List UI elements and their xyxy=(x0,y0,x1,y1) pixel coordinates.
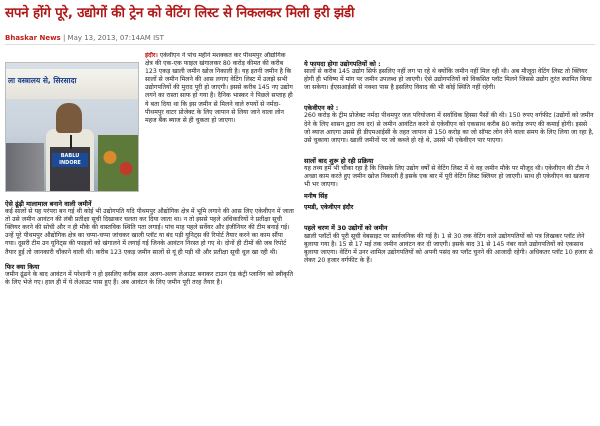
subheading-akvn: एकेवीएन को : xyxy=(304,104,339,113)
header-divider xyxy=(5,44,595,45)
article-byline xyxy=(5,34,164,42)
photo-audience xyxy=(6,143,44,191)
paragraph-what-done: जमीन ढूंढने के बाद आवंटन में परेशानी न हो इसलिए करीब साल अलग-अलग लेआउट बनाकर टाउन एंड कंट्री प्लानिंग को स्वीकृति के लिए भेजे गए। हाल ही में ये लेआउट पास हुए हैं। अब आवंटन के लिए जमीन पूरी तरह तैयार है। xyxy=(5,270,294,286)
subheading-first-phase: पहले चरण में 30 उद्योगों को जमीन xyxy=(304,224,388,233)
lead-text: एकेवीएन ने पांच महीने मशक्कत कर पीथमपुर औद्योगिक क्षेत्र की एक-एक फाइल खंगालकर 80 करोड़ कीमत की करीब 123 एकड़ खाली जमीन खोज निकाली है। यह इतनी जमीन है कि सालों से जमीन मिलने की आस लगाए वेटिंग लिस्ट में उलझे सभी उद्योगपतियों की मुराद पूरी हो जाएगी। इससे करीब 145 नए उद्योग लगने का रास्ता साफ हो गया है। दैनिक भास्कर ने पिछले सप्ताह ही ये बता दिया था कि इस जमीन से मिलने वाले रुपयों से नर्मदा-पीथमपुर वाटर प्रोजेक्ट के लिए जापान से लिया जाने वाला लोन महज बैंक ब्याज से ही चुकता हो जाएगा। xyxy=(145,52,293,124)
photo-flowers xyxy=(98,135,138,191)
photo-speaker-head xyxy=(56,103,82,133)
dateline: इंदौर। xyxy=(145,52,158,59)
paragraph-how-found: कई सालों से यह परंपरा बन गई थी कोई भी उद्योगपति यदि पीथमपुर औद्योगिक क्षेत्र में भूमि लगाने की आस लिए एकेवीएन में जाता तो उसे जमीन आवंटन की लंबी प्रतीक्षा सूची दिखाकर चलता कर दिया जाता था। न तो इससे पहले अधिकारियों ने प्रतीक्षा सूची क्लियर करने की सोची और न ही मौके की वास्तविक स्थिति पता लगाई। पांच माह पहले सर्वेयर और इंजीनियर की टीम बनाई गई। उन्हें पूरे पीथमपुर औद्योगिक क्षेत्र का चप्पा-चप्पा जांचकर खाली प्लॉट या बंद पड़ी यूनिट्स की रिपोर्ट तैयार करने का काम सौंपा गया। दूसरी टीम उन यूनिट्स की फाइलों को खंगालने में लगाई गई जिनके आवंटन निरस्त हो गए थे। दोनों ही टीमों की जब रिपोर्ट तैयार हुई तो जानकारी चौंकाने वाली थी। करीब 123 एकड़ जमीन सालों से यूं ही पड़ी थी और प्रतीक्षा सूची धूल खा रही थी। xyxy=(5,208,294,256)
signature-name: मनीष सिंह xyxy=(304,193,328,201)
subheading-process: सालों बाद शुरू हो रही प्रक्रिया xyxy=(304,156,374,165)
publish-date: | May 13, 2013, 07:14AM IST xyxy=(60,34,164,42)
paragraph-first-phase: खाली प्लॉटों की पूरी सूची वेबसाइट पर सार्वजनिक की गई है। 1 से 30 तक वेटिंग वाले उद्योगपतियों को पत्र लिखकर प्लॉट लेने बुलाया गया है। 15 से 17 मई तक जमीन आवंटन कर दी जाएगी। इसके बाद 31 से 145 नंबर वाले उद्योगपतियों को एकसाथ बुलाया जाएगा। वेटिंग में उनर शामिल उद्योगपतियों को अपनी पसंद का प्लॉट चुनने की आजादी रहेगी। अधिकतर प्लॉट 10 हजार से लेकर 20 हजार वर्गफीट के हैं। xyxy=(304,232,593,264)
subheading-how-found: ऐसे ढूंढ़ी मालामाल बनाने वाली जमीनें xyxy=(5,200,92,208)
article-headline: सपने होंगे पूरे, उद्योगों की ट्रेन को वेटिंग लिस्ट से निकलकर मिली हरी झंडी xyxy=(5,6,355,21)
paragraph-process: यह तथ्य हमें भी चौंका रहा है कि जिसके लिए उद्योग वर्षों से वेटिंग लिस्ट में थे वह जमीन मौके पर मौजूद थी। एकेवीएन की टीम ने अच्छा काम करते हुए जमीन खोज निकाली है इसके एक बार में पूरी वेटिंग लिस्ट क्लियर हो जाएगी। साथ ही एकेवीएन का खजाना भी भर जाएगा। xyxy=(304,164,590,189)
photo-banner-text: ला वस्त्रालय से, सिरसादा xyxy=(8,76,77,85)
microphone-icon xyxy=(70,135,72,149)
news-source[interactable]: Bhaskar News xyxy=(5,34,61,42)
left-column xyxy=(5,52,295,424)
signature-title: एमडी, एकेवीएन इंदौर xyxy=(304,204,354,212)
paragraph-akvn: 260 करोड़ के ट्रीम प्रोजेक्ट नर्मदा पीथमपुर जल परियोजना में सर्वाधिक हिस्सा पैसों की थी। 150 रुपए वर्गफीट (उद्योगों को जमीन देने के लिए शासन द्वारा तय दर) से जमीन आवंटित करने से एकेवीएन को एकसाथ करीब 80 करोड़ रुपए की कमाई होगी। इससे जो ब्याज आएगा उससे ही डीएमआईसी के तहत जापान से 150 करोड़ का जो सॉफ्ट लोन लेने वाला समय के लिए लिया जा रहा है, उसे चुकाया जाएगा। खाली जमीनों पर जो कब्जे हो रहे थे, उससे भी एकेवीएन पार पाएगा। xyxy=(304,112,594,144)
photo-podium-label: BABLU INDORE xyxy=(52,153,88,167)
right-column xyxy=(304,52,595,424)
subheading-what-done: फिर क्या किया xyxy=(5,262,40,271)
paragraph-benefit-industrialists: सालों से करीब 145 उद्योग सिर्फ इसलिए नहीं लग पा रहे थे क्योंकि जमीन नहीं मिल रही थी। अब मौजूदा वेटिंग लिस्ट तो क्लियर होगी ही भविष्य में मांग पर जमीन उपलब्ध हो जाएगी। ऐसे उद्योगपतियों को विकसित प्लॉट मिलने जिससे उद्योग तुरंत स्थापित किया जा सकेगा। ईएसआईसी से नक्शा पास है इसलिए विवाद की भी कोई स्थिति नहीं रहेगी। xyxy=(304,68,592,92)
subheading-benefit-industrialists: ये फायदा होगा उद्योगपतियों को : xyxy=(304,60,381,68)
article-photo[interactable] xyxy=(5,62,139,192)
